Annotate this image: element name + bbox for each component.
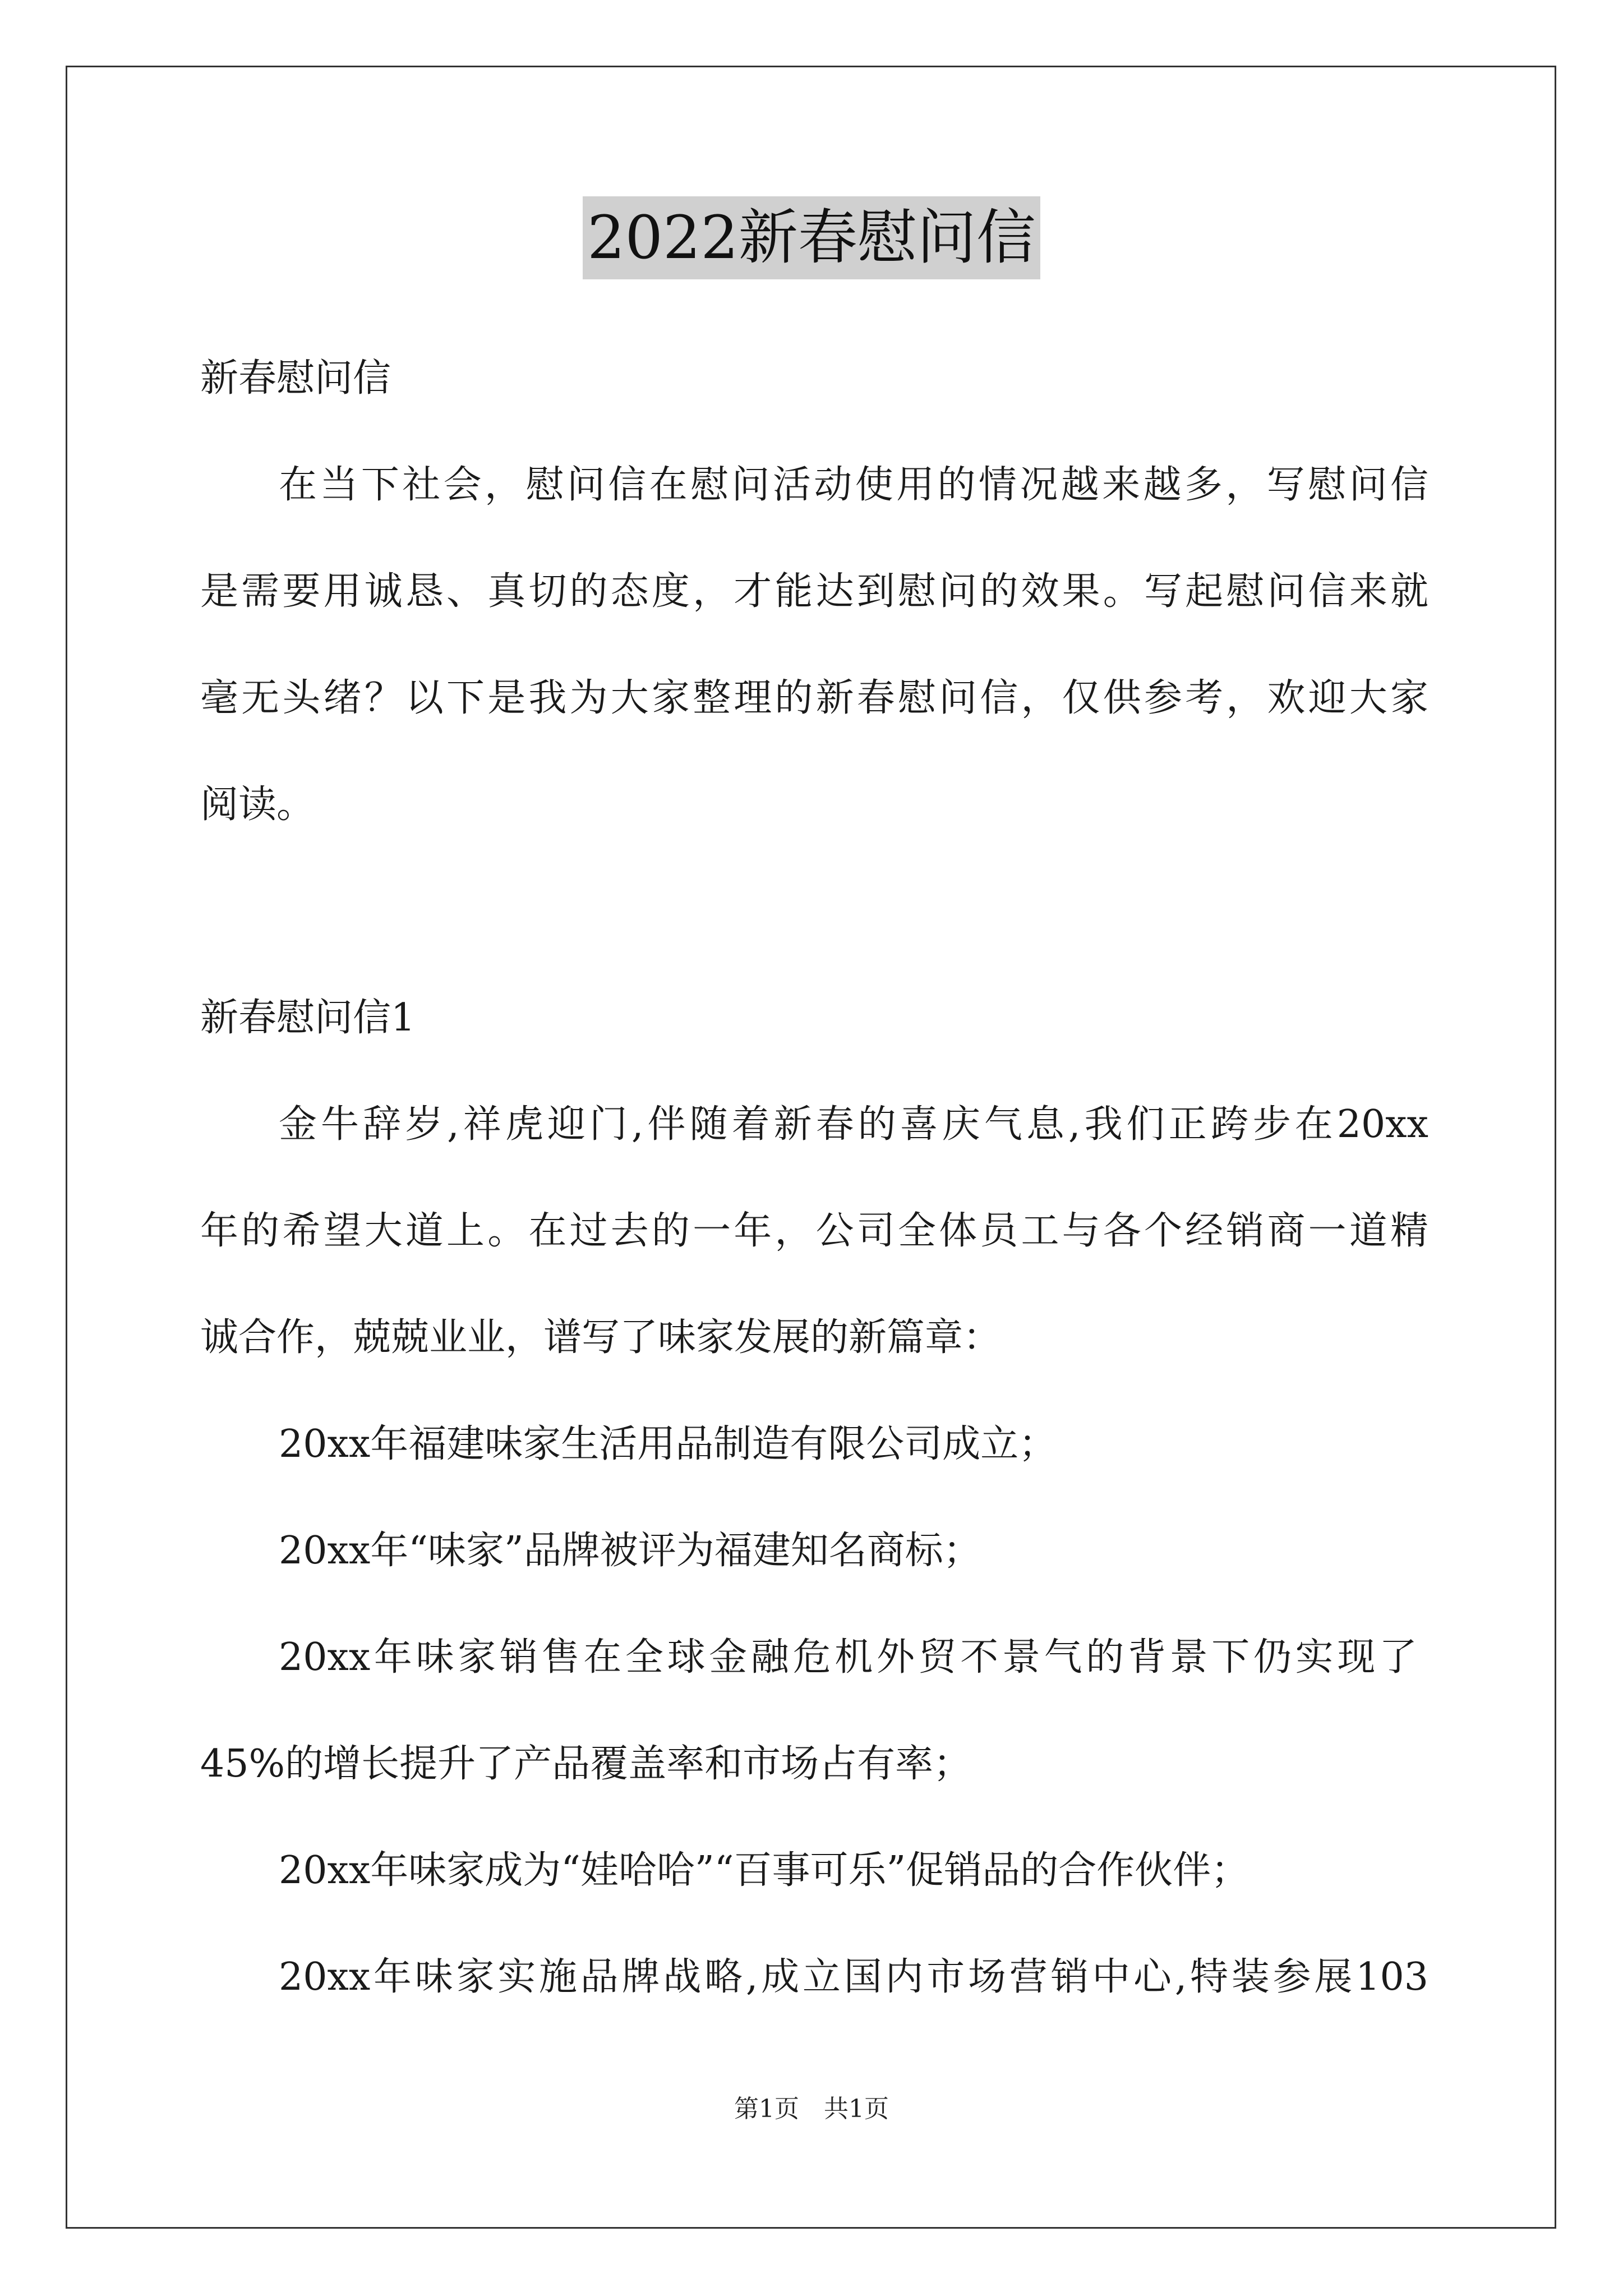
body-line-9: 20xx年味家实施品牌战略,成立国内市场营销中心,特装参展103 xyxy=(279,1955,1428,1999)
body-line-4: 20xx年福建味家生活用品制造有限公司成立； xyxy=(279,1422,1057,1466)
body-line-6: 20xx年味家销售在全球金融危机外贸不景气的背景下仍实现了 xyxy=(279,1635,1417,1680)
body-line-5: 20xx年“味家”品牌被评为福建知名商标； xyxy=(279,1529,981,1573)
section-heading-1: 新春慰问信1 xyxy=(200,996,416,1040)
page-footer: 第1页 共1页 xyxy=(734,2095,889,2123)
body-line-3: 诚合作，兢兢业业，谱写了味家发展的新篇章： xyxy=(200,1315,1002,1360)
body-line-7: 45%的增长提升了产品覆盖率和市场占有率； xyxy=(200,1742,972,1786)
body-line-2: 年的希望大道上。在过去的一年，公司全体员工与各个经销商一道精 xyxy=(200,1209,1428,1253)
intro-line-1: 在当下社会，慰问信在慰问活动使用的情况越来越多，写慰问信 xyxy=(279,463,1428,507)
title-container xyxy=(0,196,1623,279)
intro-heading: 新春慰问信 xyxy=(200,356,391,401)
body-line-1: 金牛辞岁,祥虎迎门,伴随着新春的喜庆气息,我们正跨步在20xx xyxy=(279,1102,1428,1147)
body-line-8: 20xx年味家成为“娃哈哈”“百事可乐”促销品的合作伙伴； xyxy=(279,1848,1249,1893)
intro-line-3: 毫无头绪？以下是我为大家整理的新春慰问信，仅供参考，欢迎大家 xyxy=(200,676,1428,720)
document-title: 2022新春慰问信 xyxy=(583,196,1040,279)
intro-line-4: 阅读。 xyxy=(200,783,315,827)
intro-line-2: 是需要用诚恳、真切的态度，才能达到慰问的效果。写起慰问信来就 xyxy=(200,569,1428,614)
